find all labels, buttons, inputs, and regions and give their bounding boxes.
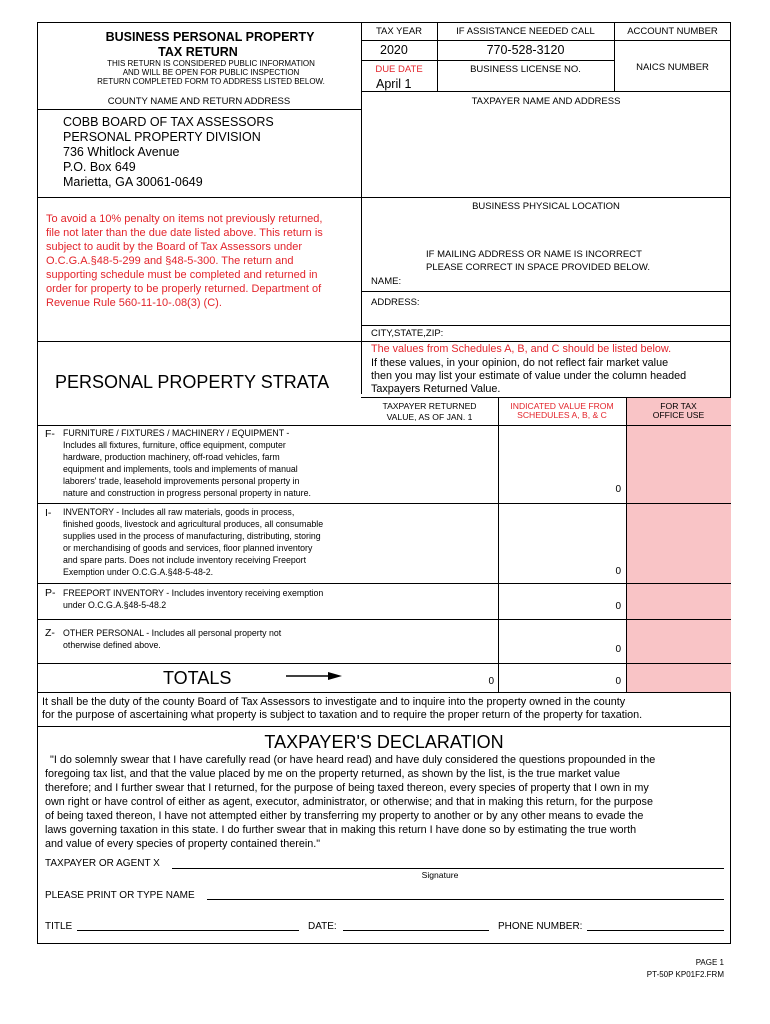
row-p-indicated-value: 0 (615, 601, 621, 612)
strata-title: PERSONAL PROPERTY STRATA (55, 372, 330, 392)
header-line-3 (361, 91, 731, 92)
declaration-line-1: "I do solemnly swear that I have carefully read (or have heard read) and have duly considered the questions propounded in the (50, 754, 656, 766)
row-f-desc-1: Includes all fixtures, furniture, office equipment, computer (63, 440, 286, 450)
declaration-line-4: own right or have control of either as agent, executor, administrator, or otherwise; and that in making this return, for the purpose (45, 796, 653, 808)
duty-text-1: It shall be the duty of the county Board of Tax Assessors to investigate and to inquire into the property owned in the county (42, 696, 626, 708)
public-notice-3: RETURN COMPLETED FORM TO ADDRESS LISTED BELOW. (97, 77, 325, 86)
duty-bottom-line (37, 726, 731, 727)
penalty-notice-5: supporting schedule must be completed and returned in (46, 269, 318, 281)
declaration-line-6: laws governing taxation in this state. I do further swear that in making this return I have done so by estimating the true worth (45, 824, 637, 836)
schedule-note-red: The values from Schedules A, B, and C should be listed below. (371, 343, 672, 355)
name-field-line[interactable] (361, 291, 731, 292)
row-f-indicated-value: 0 (615, 484, 621, 495)
due-date-label: DUE DATE (375, 64, 423, 75)
totals-indicated-value: 0 (615, 676, 621, 687)
totals-arrow-icon (286, 669, 342, 683)
signature-label: Signature (421, 870, 459, 880)
name-label: NAME: (371, 276, 402, 287)
penalty-notice-4: O.C.G.A.§48-5-299 and §48-5-300. The return and (46, 255, 294, 267)
tax-year-value[interactable]: 2020 (380, 43, 408, 57)
row-i-bottom-line (37, 583, 731, 584)
print-name-label: PLEASE PRINT OR TYPE NAME (45, 890, 195, 901)
duty-text-2: for the purpose of ascertaining what property is subject to taxation and to require the proper return of the property for taxation. (42, 709, 643, 721)
due-date-value: April 1 (376, 77, 412, 91)
col-indicated-header-1: INDICATED VALUE FROM (510, 401, 614, 411)
account-number-label: ACCOUNT NUMBER (627, 26, 718, 37)
date-line[interactable] (343, 930, 489, 931)
county-address-5: Marietta, GA 30061-0649 (63, 175, 203, 189)
address-label: ADDRESS: (371, 297, 420, 308)
penalty-notice-6: order for property to be properly returned. Department of (46, 283, 322, 295)
tax-year-label: TAX YEAR (375, 26, 423, 37)
correction-notice-1: IF MAILING ADDRESS OR NAME IS INCORRECT (426, 249, 642, 260)
county-address-3: 736 Whitlock Avenue (63, 145, 180, 159)
phone-line[interactable] (587, 930, 724, 931)
county-address-1: COBB BOARD OF TAX ASSESSORS (63, 115, 274, 129)
row-i-code: I- (45, 507, 52, 519)
city-state-zip-label: CITY,STATE,ZIP: (371, 328, 444, 339)
correction-notice-2: PLEASE CORRECT IN SPACE PROVIDED BELOW. (426, 262, 651, 273)
office-use-column-fill (626, 398, 731, 693)
row-p-title: FREEPORT INVENTORY - Includes inventory receiving exemption (63, 588, 324, 598)
declaration-line-7: and value of every species of property contained therein." (45, 838, 321, 850)
col-returned-header-1: TAXPAYER RETURNED (382, 401, 477, 411)
county-address-4: P.O. Box 649 (63, 160, 136, 174)
header-line-1 (361, 40, 731, 41)
row-z-indicated-value: 0 (615, 644, 621, 655)
print-name-line[interactable] (207, 899, 724, 900)
title-label: TITLE (45, 921, 73, 932)
col-indicated-header-2: SCHEDULES A, B, & C (517, 410, 607, 420)
row-f-bottom-line (37, 503, 731, 504)
row-f-desc-3: equipment and implements, tools and implements of manual (63, 464, 298, 474)
assistance-label: IF ASSISTANCE NEEDED CALL (456, 26, 595, 37)
declaration-line-2: foregoing tax list, and that the value placed by me on the property returned, as shown by the list, is the true market value (45, 768, 620, 780)
totals-returned-value: 0 (488, 676, 494, 687)
header-line-2 (361, 60, 614, 61)
row-i-title: INVENTORY - Includes all raw materials, goods in process, (63, 507, 295, 517)
county-address-2: PERSONAL PROPERTY DIVISION (63, 130, 261, 144)
mailing-section-line (37, 197, 731, 198)
col-returned-header-2: VALUE, AS OF JAN. 1 (386, 412, 473, 422)
totals-label: TOTALS (163, 668, 232, 688)
col-office-header-2: OFFICE USE (652, 410, 705, 420)
col-office-header-1: FOR TAX (660, 401, 697, 411)
declaration-line-5: of being taxed thereon, I have not attempted either by transferring my property to another or by any other means to evade the (45, 810, 644, 822)
schedule-note-2: then you may list your estimate of value under the column headed (371, 370, 687, 382)
schedule-note-1: If these values, in your opinion, do not reflect fair market value (371, 357, 669, 369)
form-id: PT-50P KP01F2.FRM (646, 970, 724, 979)
declaration-title: TAXPAYER'S DECLARATION (264, 732, 504, 752)
county-label: COUNTY NAME AND RETURN ADDRESS (107, 96, 291, 107)
col-divider-2 (626, 397, 627, 693)
penalty-notice-7: Revenue Rule 560-11-10-.08(3) (C). (46, 297, 222, 309)
agent-label: TAXPAYER OR AGENT X (45, 858, 160, 869)
physical-location-label: BUSINESS PHYSICAL LOCATION (472, 201, 620, 212)
row-i-desc-4: and spare parts. Does not include inventory receiving Freeport (63, 555, 307, 565)
col-divider-1 (498, 397, 499, 693)
assistance-phone: 770-528-3120 (486, 43, 565, 57)
signature-line[interactable] (172, 868, 724, 869)
county-label-line (37, 109, 361, 110)
declaration-line-3: therefore; and I further swear that I returned, for the purpose of being taxed thereon, every species of property that I own in my (45, 782, 649, 794)
row-f-desc-2: hardware, production machinery, off-road vehicles, farm (63, 452, 280, 462)
row-p-bottom-line (37, 619, 731, 620)
taxpayer-label: TAXPAYER NAME AND ADDRESS (471, 96, 621, 107)
penalty-notice-3: subject to audit by the Board of Tax Assessors under (46, 241, 303, 253)
row-p-desc-1: under O.C.G.A.§48-5-48.2 (63, 600, 167, 610)
date-label: DATE: (308, 921, 337, 932)
row-z-bottom-line (37, 663, 731, 664)
row-z-title: OTHER PERSONAL - Includes all personal property not (63, 628, 282, 638)
address-field-line[interactable] (361, 325, 731, 326)
row-i-desc-5: Exemption under O.C.G.A.§48-5-48-2. (63, 567, 214, 577)
row-f-title: FURNITURE / FIXTURES / MACHINERY / EQUIPMENT - (63, 428, 290, 438)
row-i-indicated-value: 0 (615, 566, 621, 577)
row-f-desc-4: laborers' trade, leasehold improvements personal property in (63, 476, 300, 486)
penalty-notice-1: To avoid a 10% penalty on items not previously returned, (46, 213, 323, 225)
totals-bottom-line (37, 692, 731, 693)
form-title-line-2: TAX RETURN (158, 45, 238, 59)
row-i-desc-3: or merchandising of goods and services, floor planned inventory (63, 543, 313, 553)
page-number: PAGE 1 (695, 958, 724, 967)
title-line[interactable] (77, 930, 299, 931)
row-z-code: Z- (45, 627, 55, 639)
row-i-desc-2: supplies used in the process of manufacturing, distributing, storing (63, 531, 321, 541)
city-field-line[interactable] (37, 341, 731, 342)
row-i-desc-1: finished goods, livestock and agricultural produces, all consumable (63, 519, 324, 529)
column-header-bottom-line (37, 425, 731, 426)
penalty-notice-2: file not later than the due date listed above. This return is (46, 227, 323, 239)
row-p-code: P- (45, 587, 56, 599)
schedule-note-3: Taxpayers Returned Value. (371, 383, 501, 395)
row-z-desc-1: otherwise defined above. (63, 640, 161, 650)
public-notice-2: AND WILL BE OPEN FOR PUBLIC INSPECTION (122, 68, 300, 77)
row-f-desc-5: nature and construction in progress personal property in nature. (63, 488, 311, 498)
form-title-line-1: BUSINESS PERSONAL PROPERTY (105, 30, 315, 44)
public-notice-1: THIS RETURN IS CONSIDERED PUBLIC INFORMATION (107, 59, 315, 68)
naics-label: NAICS NUMBER (636, 62, 709, 73)
business-license-label: BUSINESS LICENSE NO. (470, 64, 581, 75)
phone-label: PHONE NUMBER: (498, 921, 583, 932)
row-f-code: F- (45, 428, 55, 440)
